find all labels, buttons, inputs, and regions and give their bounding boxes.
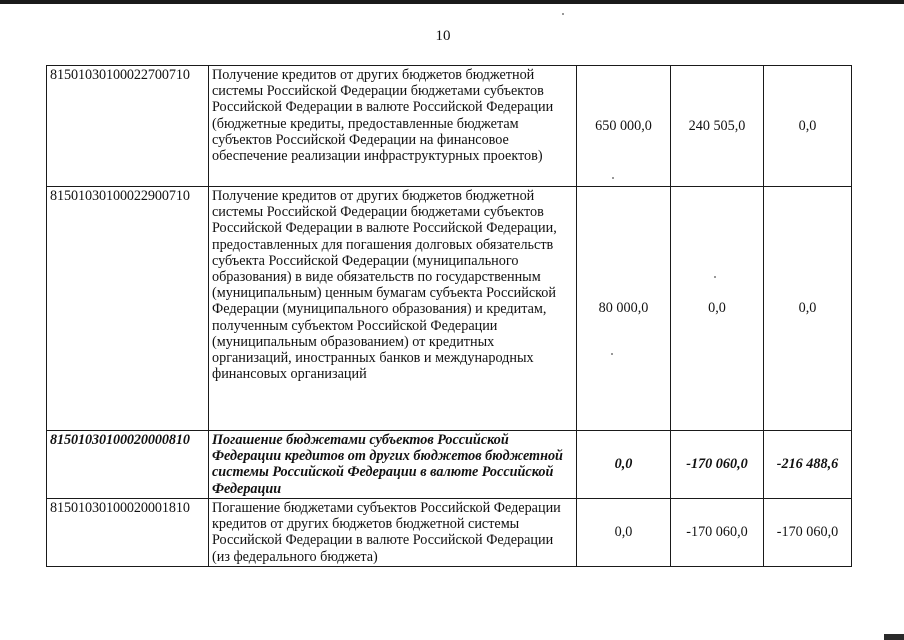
amount-cell-2: 240 505,0 (671, 66, 764, 187)
amount-cell-2: -170 060,0 (671, 499, 764, 567)
scan-speck (562, 13, 564, 15)
scan-speck (611, 353, 613, 355)
amount-cell-3: -170 060,0 (764, 499, 852, 567)
amount-cell-3: 0,0 (764, 66, 852, 187)
amount-cell-2: 0,0 (671, 187, 764, 431)
table-row (47, 187, 852, 431)
amount-cell-1: 80 000,0 (577, 187, 671, 431)
description-cell: Получение кредитов от других бюджетов бюджетной системы Российской Федерации бюджетами субъектов Российской Федерации в валюте Российской Федерации, предоставленных для погашения долговых обязательств субъекта Российской Федерации (муниципального образования) в виде обязательств по государственным (муниципальным) ценным бумагам субъекта Российской Федерации (муниципального образования) и кредитам, полученным субъектом Российской Федерации (муниципальным образованием) от кредитных организаций, иностранных банков и международных финансовых организаций (209, 187, 577, 431)
amount-cell-3: 0,0 (764, 187, 852, 431)
amount-cell-1: 0,0 (577, 499, 671, 567)
budget-sources-table (46, 65, 852, 567)
description-cell: Погашение бюджетами субъектов Российской Федерации кредитов от других бюджетов бюджетной системы Российской Федерации в валюте Российской Федерации (209, 431, 577, 499)
table-row (47, 499, 852, 567)
page-number: 10 (435, 28, 451, 44)
top-border-rule (0, 0, 904, 4)
table-row (47, 66, 852, 187)
amount-cell-1: 650 000,0 (577, 66, 671, 187)
description-cell: Получение кредитов от других бюджетов бюджетной системы Российской Федерации бюджетами субъектов Российской Федерации в валюте Российской Федерации (бюджетные кредиты, предоставленные бюджетам субъектов Российской Федерации на финансовое обеспечение реализации инфраструктурных проектов) (209, 66, 577, 187)
budget-code-cell: 81501030100022700710 (47, 66, 209, 187)
scan-speck (714, 276, 716, 278)
amount-cell-3: -216 488,6 (764, 431, 852, 499)
table-row-total (47, 431, 852, 499)
scan-corner-mark (884, 634, 904, 640)
description-cell: Погашение бюджетами субъектов Российской Федерации кредитов от других бюджетов бюджетной системы Российской Федерации в валюте Российской Федерации (из федерального бюджета) (209, 499, 577, 567)
amount-cell-1: 0,0 (577, 431, 671, 499)
amount-cell-2: -170 060,0 (671, 431, 764, 499)
budget-code-cell: 81501030100020000810 (47, 431, 209, 499)
scan-speck (612, 177, 614, 179)
budget-code-cell: 81501030100022900710 (47, 187, 209, 431)
budget-code-cell: 81501030100020001810 (47, 499, 209, 567)
